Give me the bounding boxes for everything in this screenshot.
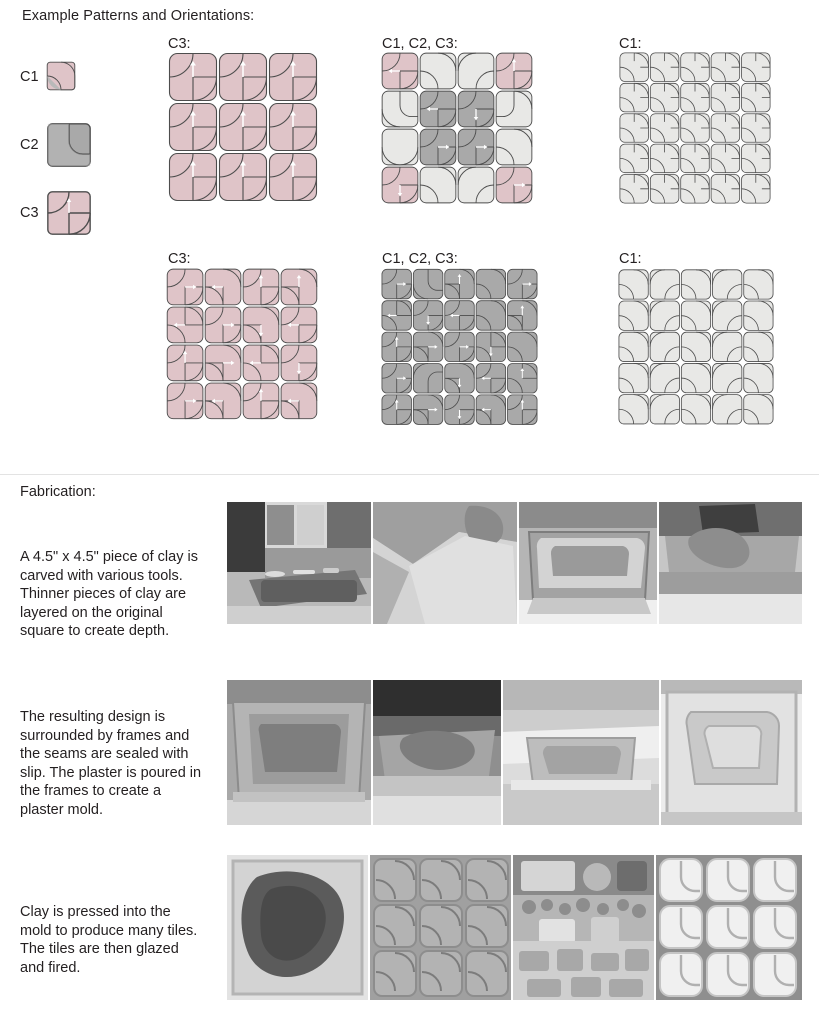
fabrication-heading: Fabrication: bbox=[20, 484, 96, 500]
page-title: Example Patterns and Orientations: bbox=[22, 8, 255, 24]
photo-layered-clay-piece bbox=[519, 502, 659, 624]
grid-title-6: C1: bbox=[619, 251, 642, 267]
fabrication-step-2-photos bbox=[227, 680, 802, 825]
pattern-grid-6 bbox=[618, 268, 774, 437]
fabrication-step-1-text: A 4.5" x 4.5" piece of clay is carved with various tools. Thinner pieces of clay are layered on the original square to create depth. bbox=[20, 549, 198, 640]
tile-c2-swatch bbox=[46, 122, 92, 168]
grid-title-1: C3: bbox=[168, 36, 191, 52]
grid-title-4: C3: bbox=[168, 251, 191, 267]
pattern-grid-4 bbox=[166, 268, 318, 437]
fabrication-step-1-photos bbox=[227, 502, 802, 624]
pattern-grid-3 bbox=[619, 52, 771, 209]
legend-label-c3: C3 bbox=[20, 205, 39, 221]
legend-item-c2 bbox=[20, 116, 140, 174]
legend-item-c3 bbox=[20, 184, 140, 242]
photo-pouring-plaster bbox=[503, 680, 661, 825]
grid-title-3: C1: bbox=[619, 36, 642, 52]
tile-c3-swatch bbox=[46, 190, 92, 236]
fabrication-step-2 bbox=[0, 680, 819, 825]
legend-label-c1: C1 bbox=[20, 69, 39, 85]
photo-clay-pressed-in-mold bbox=[227, 855, 370, 1000]
pattern-grid-5 bbox=[381, 268, 538, 437]
photo-clay-slab-on-table bbox=[227, 502, 373, 624]
photo-frame-around-design bbox=[227, 680, 373, 825]
photo-many-pressed-tiles bbox=[370, 855, 513, 1000]
pattern-grid-2 bbox=[381, 52, 533, 209]
legend-item-c1 bbox=[20, 48, 140, 106]
tile-c1-swatch bbox=[46, 61, 78, 93]
fabrication-step-3-photos bbox=[227, 855, 802, 1000]
legend bbox=[20, 48, 140, 252]
pattern-grid-1 bbox=[168, 52, 318, 207]
legend-label-c2: C2 bbox=[20, 137, 39, 153]
photo-carved-clay-closeup bbox=[373, 502, 519, 624]
photo-clay-tile-edge bbox=[659, 502, 802, 624]
photo-glazing-station bbox=[513, 855, 656, 1000]
fabrication-step-2-text: The resulting design is surrounded by frames and the seams are sealed with slip. The plaster is poured in the frames to create a plaster mold. bbox=[20, 709, 202, 818]
grid-title-5: C1, C2, C3: bbox=[382, 251, 458, 267]
grid-title-2: C1, C2, C3: bbox=[382, 36, 458, 52]
photo-glazed-fired-tiles bbox=[656, 855, 802, 1000]
section-divider bbox=[0, 474, 819, 475]
photo-frames-with-slip bbox=[373, 680, 503, 825]
fabrication-step-3 bbox=[0, 855, 819, 1000]
fabrication-step-1 bbox=[0, 502, 819, 640]
fabrication-step-3-text: Clay is pressed into the mold to produce many tiles. The tiles are then glazed and fired. bbox=[20, 904, 198, 976]
photo-finished-plaster-mold bbox=[661, 680, 802, 825]
